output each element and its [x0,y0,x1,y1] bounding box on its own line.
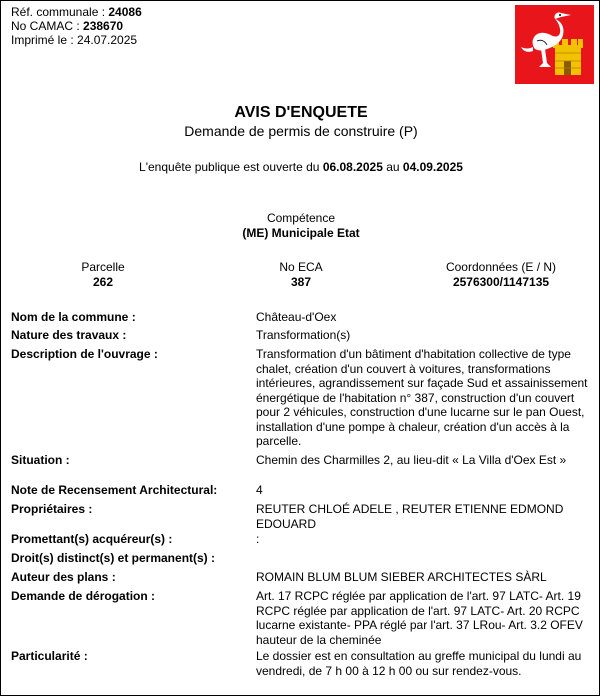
recensement-label: Note de Recensement Architectural: [11,483,218,497]
promettant-value: : [256,532,260,546]
crest-graphic [515,5,594,84]
eca-label: No ECA [279,260,323,274]
derogation-label: Demande de dérogation : [11,589,156,603]
coordonnees-label: Coordonnées (E / N) [445,260,557,274]
enquete-prefix: L'enquête publique est ouverte du [139,160,323,174]
parcelle-block [53,260,153,290]
particularite-label: Particularité : [11,649,88,663]
notice-title: AVIS D'ENQUETE [234,104,368,121]
particularite-value: Le dossier est en consultation au greffe municipal du lundi au vendredi, de 7 h 00 à 12 h 00 ou sur rendez-vous. [256,649,582,678]
auteur-value: ROMAIN BLUM BLUM SIEBER ARCHITECTES SÀRL [256,570,547,584]
imprime-label: Imprimé le : [11,33,78,47]
parcelle-label: Parcelle [81,260,125,274]
coat-of-arms-icon [515,5,594,84]
coordonnees-block [411,260,591,290]
recensement-value: 4 [256,483,263,497]
droits-label: Droit(s) distinct(s) et permanent(s) : [11,551,216,565]
competence-label: Compétence [266,211,336,225]
eca-value: 387 [290,275,312,289]
enquete-middle: au [382,160,403,174]
ref-communale-value: 24086 [108,5,142,19]
derogation-value: Art. 17 RCPC réglée par application de l'art. 97 LATC- Art. 19 RCPC réglée par application de l'art. 97 LATC- Art. 20 RCPC lucarne existante- PPA réglé par l'art. 37 LRou- Art. 3.2 OFEV hauteur de la cheminée [256,589,583,647]
ref-communale [11,5,142,19]
description-value: Transformation d'un bâtiment d'habitation collective de type chalet, création d'un couvert à voitures, transformations intérieures, agrandissement sur façade Sud et assainissement énergétique de l'habitation n° 387, construction d'un couvert pour 2 véhicules, construction d'une lucarne sur le pan Ouest, installation d'une pompe à chaleur, création d'un accès à la parcelle. [256,347,588,448]
description-label: Description de l'ouvrage : [11,347,158,361]
commune-label: Nom de la commune : [11,310,136,324]
competence-block [1,211,600,241]
no-camac-value: 238670 [83,19,124,33]
notice-subtitle: Demande de permis de construire (P) [184,123,418,139]
proprietaires-value: REUTER CHLOÉ ADELE , REUTER ETIENNE EDMOND EDOUARD [256,502,564,531]
nature-label: Nature des travaux : [11,328,127,342]
promettant-label: Promettant(s) acquéreur(s) : [11,532,173,546]
commune-value: Château-d'Oex [256,310,337,324]
eca-block [231,260,371,290]
parcelle-value: 262 [92,275,114,289]
nature-value: Transformation(s) [256,328,351,342]
ref-communale-label: Réf. communale : [11,5,109,19]
situation-label: Situation : [11,453,70,467]
enquete-period [1,160,600,174]
imprime-le [11,33,142,47]
no-camac [11,19,142,33]
no-camac-label: No CAMAC : [11,19,84,33]
imprime-value: 24.07.2025 [77,33,138,47]
coordonnees-value: 2576300/1147135 [452,275,550,289]
reference-block [11,5,142,47]
situation-value: Chemin des Charmilles 2, au lieu-dit « La Villa d'Oex Est » [256,453,567,467]
enquete-end-date: 04.09.2025 [402,160,463,174]
enquete-start-date: 06.08.2025 [322,160,383,174]
competence-value: (ME) Municipale Etat [242,226,360,240]
auteur-label: Auteur des plans : [11,570,116,584]
proprietaires-label: Propriétaires : [11,502,93,516]
